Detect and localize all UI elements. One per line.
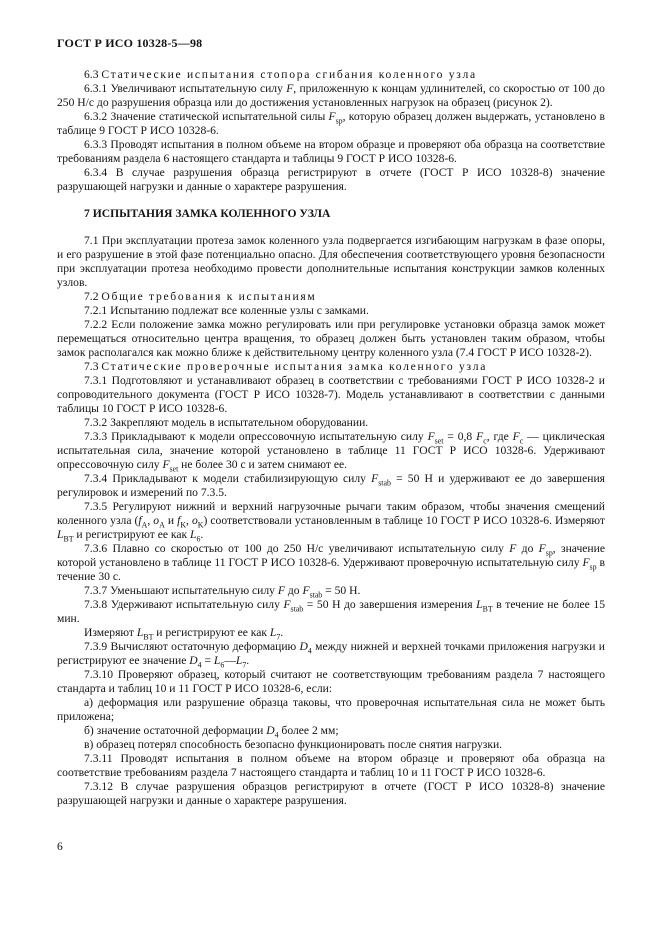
paragraph: 7.3.5 Регулируют нижний и верхний нагрузочные рычаги таким образом, чтобы значения смещений коленного узла ($f_A$, $o_A$ и $f_K$, $o_K$) соответствовали установленным в таблице 10 ГОСТ Р ИСО 10328-6. Измеряют $L_{BT}$ и регистрируют ее как $L_6$. (57, 500, 605, 544)
page-number: 6 (57, 840, 63, 853)
heading-text: Общие требования к испытаниям (101, 290, 317, 303)
paragraph: 7.3.7 Уменьшают испытательную силу F до $F_{stab} = 50$ Н. (84, 584, 361, 600)
paragraph: 7.3.12 В случае разрушения образцов регистрируют в отчете (ГОСТ Р ИСО 10328-8) значение разрушающей нагрузки и данные о характере разрушения. (57, 780, 605, 807)
heading-number: 6.3 (84, 68, 99, 81)
paragraph: 7.3.1 Подготовляют и устанавливают образец в соответствии с требованиями ГОСТ Р ИСО 10328-2 и сопроводительного документа (ГОСТ Р ИСО 10328-7). Модель устанавливают в соответствии с данными таблицы 10 ГОСТ Р ИСО 10328-6. (57, 374, 605, 415)
subsection-heading (57, 290, 605, 304)
document-body (57, 68, 605, 808)
paragraph: 7.3.10 Проверяют образец, который считают не соответствующим требованиям раздела 7 настоящего стандарта и таблиц 10 и 11 ГОСТ Р ИСО 10328-6, если: (57, 668, 605, 695)
paragraph: 6.3.3 Проводят испытания в полном объеме на втором образце и проверяют оба образца на соответствие требованиям раздела 6 настоящего стандарта и таблицы 9 ГОСТ Р ИСО 10328-6. (57, 138, 605, 165)
paragraph: 7.3.11 Проводят испытания в полном объеме на втором образце и проверяют оба образца на соответствие требованиям раздела 7 настоящего стандарта и таблиц 10 и 11 ГОСТ Р ИСО 10328-6. (57, 752, 605, 779)
document-header: ГОСТ Р ИСО 10328-5—98 (57, 36, 203, 50)
section-heading: 7 ИСПЫТАНИЯ ЗАМКА КОЛЕННОГО УЗЛА (84, 207, 331, 220)
paragraph: а) деформация или разрушение образца таковы, что проверочная испытательная сила не может быть приложена; (57, 696, 605, 723)
heading-text: Статические испытания стопора сгибания коленного узла (101, 68, 477, 81)
subsection-heading (57, 68, 605, 82)
subsection-heading (57, 360, 605, 374)
paragraph: 7.3.2 Закрепляют модель в испытательном оборудовании. (84, 416, 369, 429)
paragraph: 7.3.4 Прикладывают к модели стабилизирующую силу $F_{stab} = 50$ Н и удерживают ее до завершения регулировок и измерений по 7.3.5. (57, 472, 605, 499)
heading-text: Статические проверочные испытания замка коленного узла (101, 360, 488, 373)
paragraph: в) образец потерял способность безопасно функционировать после снятия нагрузки. (84, 738, 503, 751)
heading-number: 7.2 (84, 290, 99, 303)
paragraph: б) значение остаточной деформации $D_4$ более 2 мм; (84, 724, 339, 740)
heading-number: 7.3 (84, 360, 99, 373)
paragraph: 7.2.1 Испытанию подлежат все коленные узлы с замками. (84, 304, 369, 317)
paragraph: 6.3.1 Увеличивают испытательную силу F, приложенную к концам удлинителей, со скоростью от 100 до 250 Н/с до разрушения образца или до достижения установленных нагрузок на образец (рисунок 2). (57, 82, 605, 109)
paragraph: 7.3.8 Удерживают испытательную силу $F_{stab} = 50$ Н до завершения измерения $L_{BT}$ в течение не более 15 мин. (57, 598, 605, 625)
paragraph: 7.2.2 Если положение замка можно регулировать или при регулировке установки образца замок может перемещаться относительно центра вращения, то образец должен быть установлен таким образом, чтобы замок располагался как можно ближе к действительному центру коленного узла (7.4 ГОСТ Р ИСО 10328-2). (57, 318, 605, 359)
paragraph: 7.1 При эксплуатации протеза замок коленного узла подвергается изгибающим нагрузкам в фазе опоры, и его разрушение в этой фазе потенциально опасно. Для обеспечения соответствующего уровня безопасности при эксплуатации протеза необходимо провести дополнительные испытания конструкции замков коленных узлов. (57, 234, 605, 289)
paragraph: Измеряют $L_{BT}$ и регистрируют ее как $L_7$. (84, 626, 284, 642)
paragraph: 7.3.6 Плавно со скоростью от 100 до 250 Н/с увеличивают испытательную силу F до $F_{sp}$, значение которой установлено в таблице 11 ГОСТ Р ИСО 10328-6. Удерживают проверочную испытательную силу $F_{sp}$ в течение 30 с. (57, 542, 605, 583)
paragraph: 7.3.9 Вычисляют остаточную деформацию $D_4$ между нижней и верхней точками приложения нагрузки и регистрируют ее значение $D_4$ = $L_6—L_7$. (57, 640, 605, 670)
paragraph: 7.3.3 Прикладывают к модели опрессовочную испытательную силу $F_{set} = 0,8$ $F_c$, где $F_c$ — циклическая испытательная сила, значение которой установлено в таблице 11 ГОСТ Р ИСО 10328-6. Удерживают опрессовочную силу $F_{set}$ не более 30 с и затем снимают ее. (57, 430, 605, 474)
paragraph: 6.3.2 Значение статической испытательной силы $F_{sp}$, которую образец должен выдержать, установлено в таблице 9 ГОСТ Р ИСО 10328-6. (57, 110, 605, 137)
paragraph: 6.3.4 В случае разрушения образца регистрируют в отчете (ГОСТ Р ИСО 10328-8) значение разрушающей нагрузки и данные о характере разрушения. (57, 166, 605, 193)
